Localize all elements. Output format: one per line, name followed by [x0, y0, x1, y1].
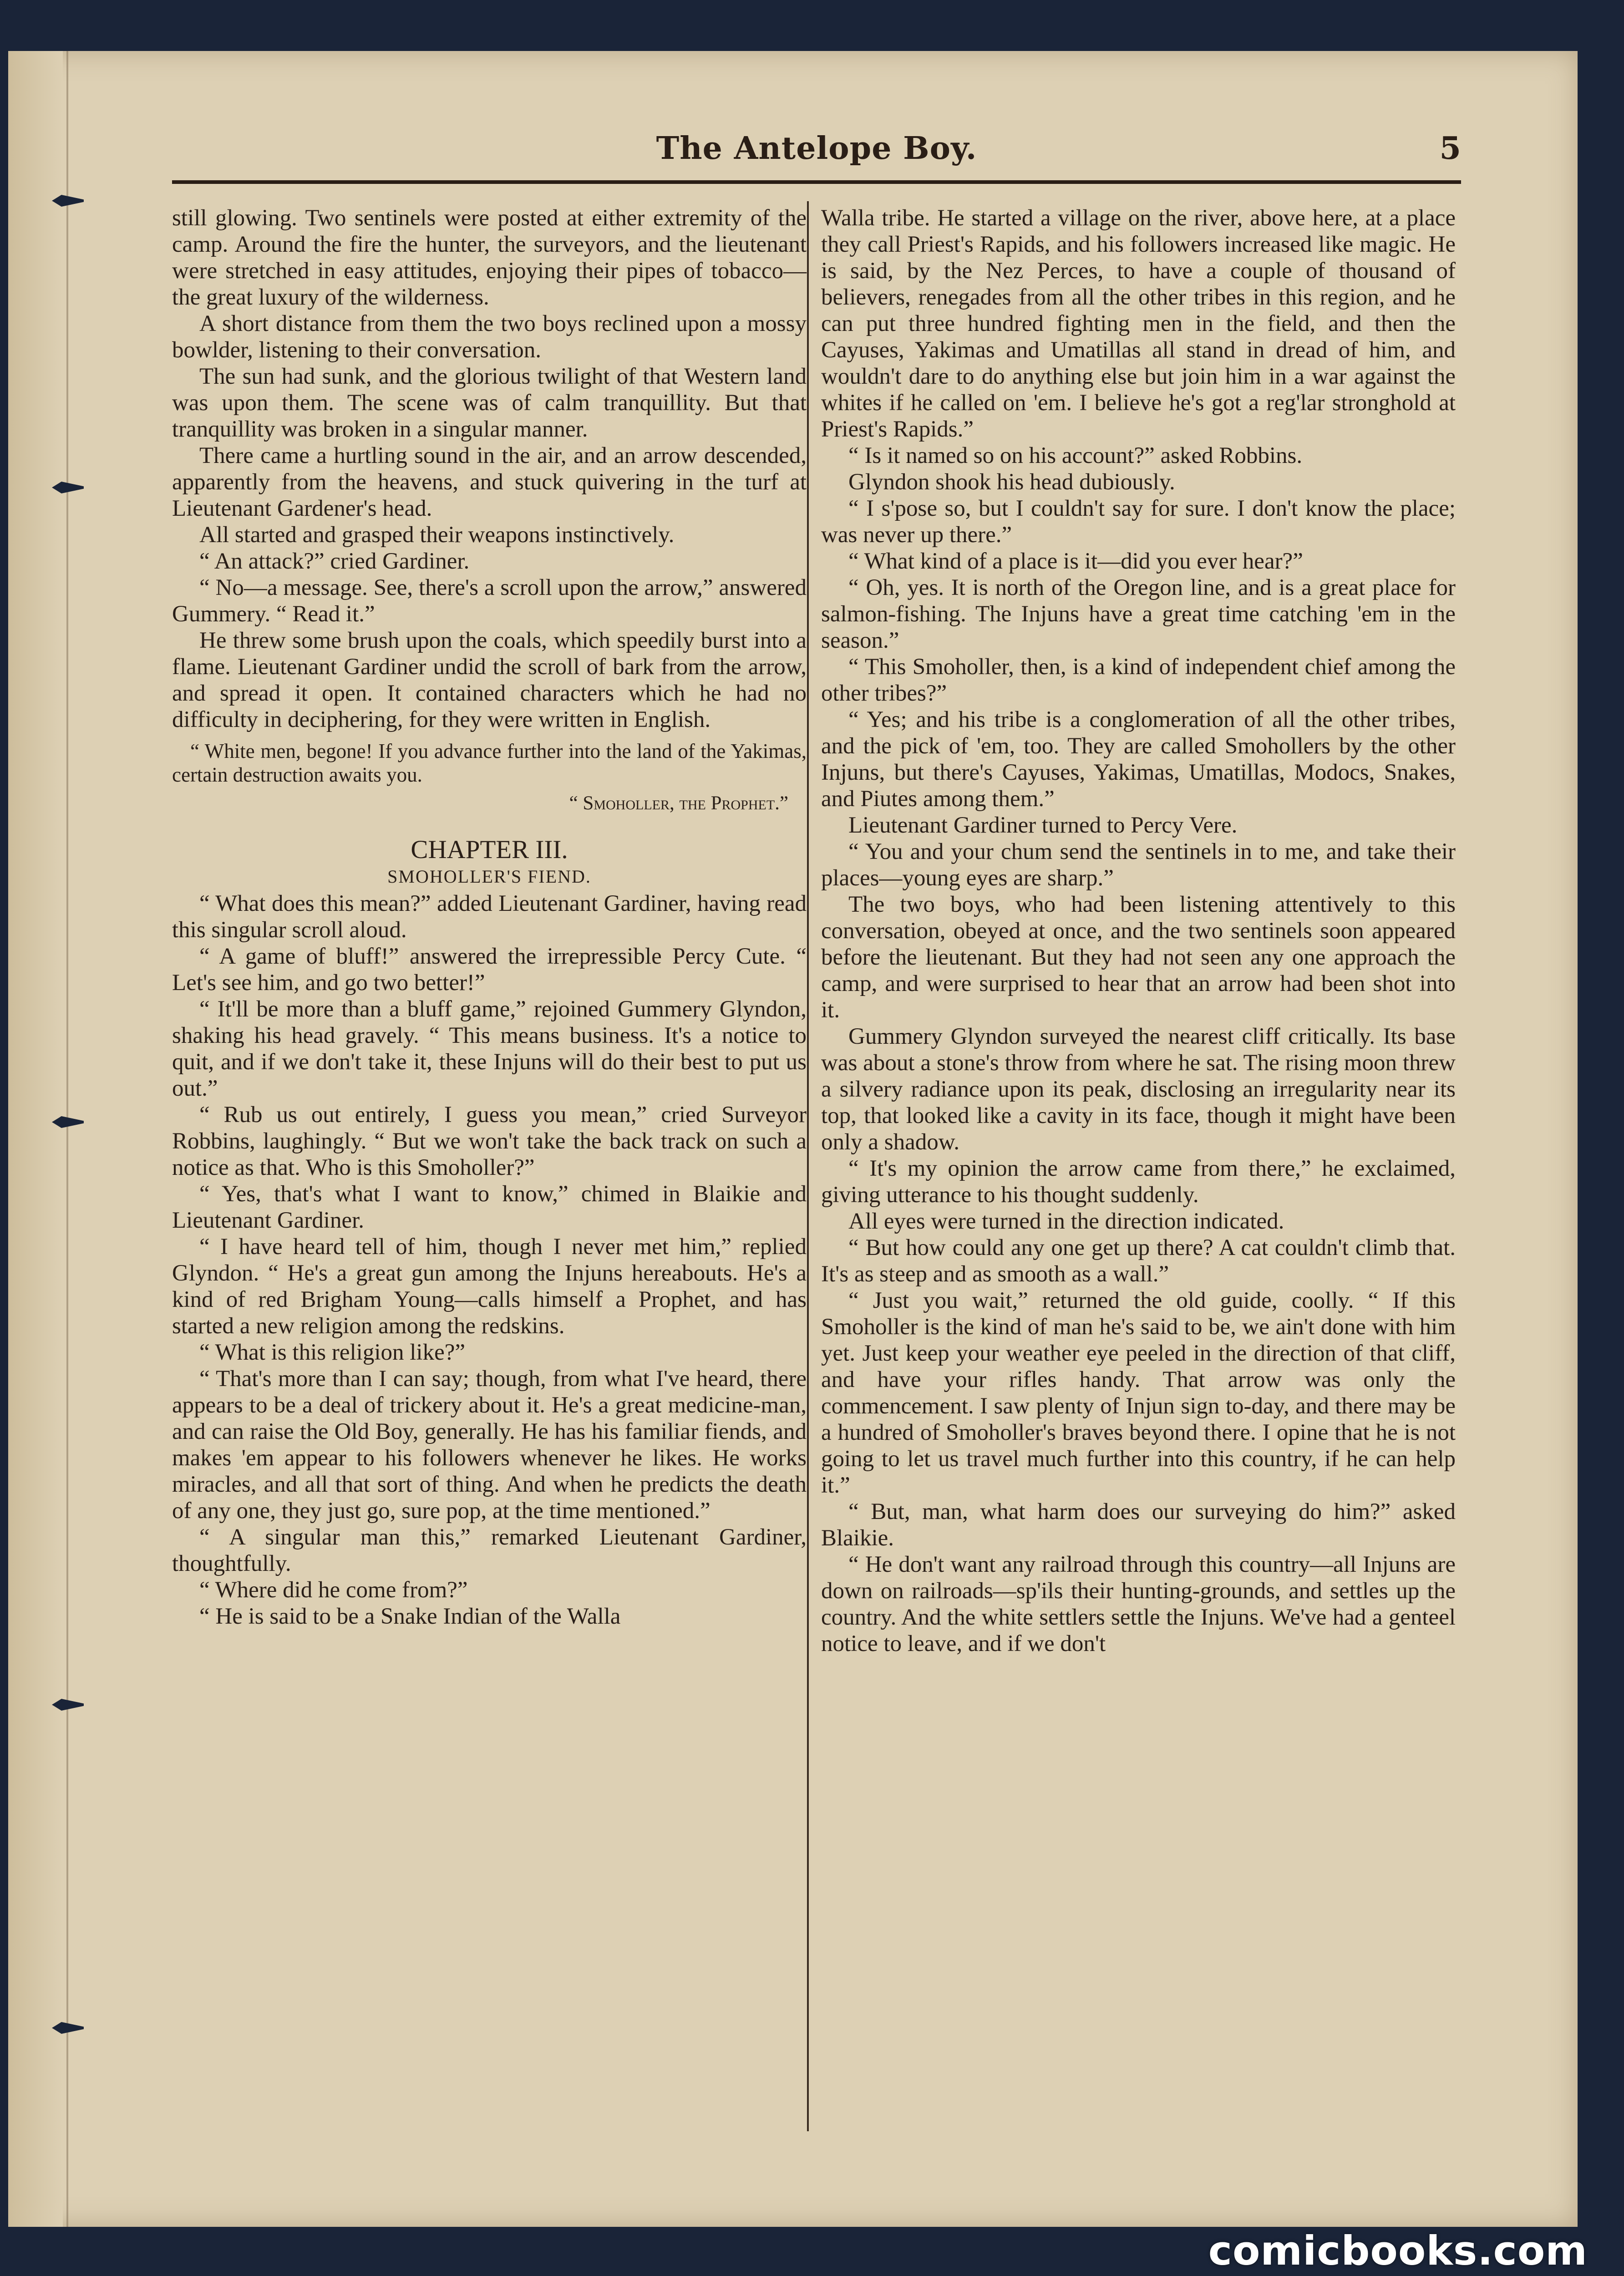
- paragraph: “ Just you wait,” returned the old guide, coolly. “ If this Smoholler is the kind of man he's said to be, we ain't done with him yet. Just keep your weather eye peeled in the direction of that cliff, and have your rifles handy. That arrow was only the commencement. I saw plenty of Injun sign to-day, and there may be a hundred of Smoholler's braves beyond there. I opine that he is not going to let us travel much further into this country, if he can help it.”: [821, 1288, 1456, 1498]
- paragraph: There came a hurtling sound in the air, and an arrow descended, apparently from the heavens, and stuck quivering in the turf at Lieutenant Gardener's head.: [172, 443, 807, 521]
- paragraph: “ What kind of a place is it—did you ever hear?”: [848, 549, 1303, 574]
- watermark: comicbooks.com: [1208, 2227, 1588, 2274]
- paragraph: “ A singular man this,” remarked Lieutenant Gardiner, thoughtfully.: [172, 1524, 807, 1576]
- column-rule: [807, 201, 809, 2131]
- running-header: [172, 119, 1461, 174]
- paragraph: “ An attack?” cried Gardiner.: [199, 549, 470, 574]
- paragraph: Walla tribe. He started a village on the river, above here, at a place they call Priest's Rapids, and his followers increased like magic. He is said, by the Nez Perces, to have a couple of thousand of believers, renegades from all the other tribes in this region, and he can put three hundred fighting men in the field, and then the Cayuses, Yakimas and Umatillas all stand in dread of him, and wouldn't dare to do anything else but join him in a war against the whites if he called on 'em. I believe he's got a reg'lar stronghold at Priest's Rapids.”: [821, 205, 1456, 442]
- scroll-signature: “ Smoholler, the Prophet.”: [569, 793, 788, 814]
- paragraph: “ No—a message. See, there's a scroll upon the arrow,” answered Gummery. “ Read it.”: [172, 575, 807, 627]
- paragraph: “ This Smoholler, then, is a kind of independent chief among the other tribes?”: [821, 654, 1456, 706]
- chapter-heading: CHAPTER III.: [411, 835, 568, 864]
- paragraph: Glyndon shook his head dubiously.: [848, 469, 1175, 495]
- paragraph: “ Rub us out entirely, I guess you mean,” cried Surveyor Robbins, laughingly. “ But we won't take the back track on such a notice as that. Who is this Smoholler?”: [172, 1102, 807, 1180]
- paragraph: The two boys, who had been listening attentively to this conversation, obeyed at once, and the two sentinels soon appeared before the lieutenant. But they had not seen any one approach the camp, and were surprised to hear that an arrow had been shot into it.: [821, 892, 1456, 1023]
- paragraph: A short distance from them the two boys reclined upon a mossy bowlder, listening to their conversation.: [172, 311, 807, 363]
- right-column: [821, 205, 1456, 1657]
- page-number: 5: [1439, 130, 1461, 167]
- paragraph: “ Where did he come from?”: [199, 1577, 468, 1603]
- paragraph: “ Is it named so on his account?” asked Robbins.: [848, 443, 1303, 468]
- page-edge: [8, 51, 63, 2227]
- paragraph: “ Yes, that's what I want to know,” chimed in Blaikie and Lieutenant Gardiner.: [172, 1181, 807, 1233]
- left-column: [172, 205, 807, 1630]
- paragraph: “ He is said to be a Snake Indian of the Walla: [199, 1604, 621, 1629]
- paragraph: Gummery Glyndon surveyed the nearest cliff critically. Its base was about a stone's throw from where he sat. The rising moon threw a silvery radiance upon its peak, disclosing an irregularity near its top, that looked like a cavity in its face, though it might have been only a shadow.: [821, 1024, 1456, 1155]
- paragraph: The sun had sunk, and the glorious twilight of that Western land was upon them. The scene was of calm tranquillity. But that tranquillity was broken in a singular manner.: [172, 364, 807, 442]
- paragraph: “ Yes; and his tribe is a conglomeration of all the other tribes, and the pick of 'em, too. They are called Smohollers by the other Injuns, but there's Cayuses, Yakimas, Umatillas, Modocs, Snakes, and Piutes among them.”: [821, 707, 1456, 812]
- paragraph: “ But how could any one get up there? A cat couldn't climb that. It's as steep and as smooth as a wall.”: [821, 1235, 1456, 1287]
- paragraph: still glowing. Two sentinels were posted at either extremity of the camp. Around the fire the hunter, the surveyors, and the lieutenant were stretched in easy attitudes, enjoying their pipes of tobacco—the great luxury of the wilderness.: [172, 205, 807, 310]
- paragraph: “ It's my opinion the arrow came from there,” he exclaimed, giving utterance to his thought suddenly.: [821, 1156, 1456, 1208]
- paragraph: “ It'll be more than a bluff game,” rejoined Gummery Glyndon, shaking his head gravely. “ This means business. It's a notice to quit, and if we don't take it, these Injuns will do their best to put us out.”: [172, 996, 807, 1101]
- header-rule: [172, 180, 1461, 184]
- paragraph: He threw some brush upon the coals, which speedily burst into a flame. Lieutenant Gardiner undid the scroll of bark from the arrow, and spread it open. It contained characters which he had no difficulty in deciphering, for they were written in English.: [172, 628, 807, 732]
- scroll-message: [172, 739, 807, 787]
- paragraph: “ A game of bluff!” answered the irrepressible Percy Cute. “ Let's see him, and go two better!”: [172, 944, 807, 996]
- paragraph: “ You and your chum send the sentinels in to me, and take their places—young eyes are sharp.”: [821, 839, 1456, 891]
- paragraph: “ I s'pose so, but I couldn't say for sure. I don't know the place; was never up there.”: [821, 496, 1456, 548]
- binding-line: [66, 51, 68, 2227]
- paragraph: All eyes were turned in the direction indicated.: [848, 1209, 1284, 1234]
- paragraph: “ I have heard tell of him, though I never met him,” replied Glyndon. “ He's a great gun among the Injuns hereabouts. He's a kind of red Brigham Young—calls himself a Prophet, and has started a new religion among the redskins.: [172, 1234, 807, 1339]
- paragraph: “ But, man, what harm does our surveying do him?” asked Blaikie.: [821, 1499, 1456, 1551]
- running-title: The Antelope Boy.: [656, 130, 977, 167]
- paragraph: “ He don't want any railroad through this country—all Injuns are down on railroads—sp'ils their hunting-grounds, and settles up the country. And the white settlers settle the Injuns. We've had a genteel notice to leave, and if we don't: [821, 1552, 1456, 1656]
- paragraph: Lieutenant Gardiner turned to Percy Vere.: [848, 813, 1238, 838]
- paragraph: “ Oh, yes. It is north of the Oregon line, and is a great place for salmon-fishing. The Injuns have a great time catching 'em in the season.”: [821, 575, 1456, 653]
- paragraph: “ What does this mean?” added Lieutenant Gardiner, having read this singular scroll aloud.: [172, 891, 807, 943]
- book-page: [8, 51, 1578, 2227]
- paragraph: “ That's more than I can say; though, from what I've heard, there appears to be a deal of trickery about it. He's a great medicine-man, and can raise the Old Boy, generally. He has his familiar fiends, and makes 'em appear to his followers whenever he likes. He works miracles, and all that sort of thing. And when he predicts the death of any one, they just go, sure pop, at the time mentioned.”: [172, 1366, 807, 1524]
- paragraph: “ What is this religion like?”: [199, 1340, 465, 1365]
- chapter-subtitle: SMOHOLLER'S FIEND.: [387, 866, 591, 887]
- scroll-text: “ White men, begone! If you advance further into the land of the Yakimas, certain destruction awaits you.: [172, 740, 807, 786]
- paragraph: All started and grasped their weapons instinctively.: [199, 522, 675, 548]
